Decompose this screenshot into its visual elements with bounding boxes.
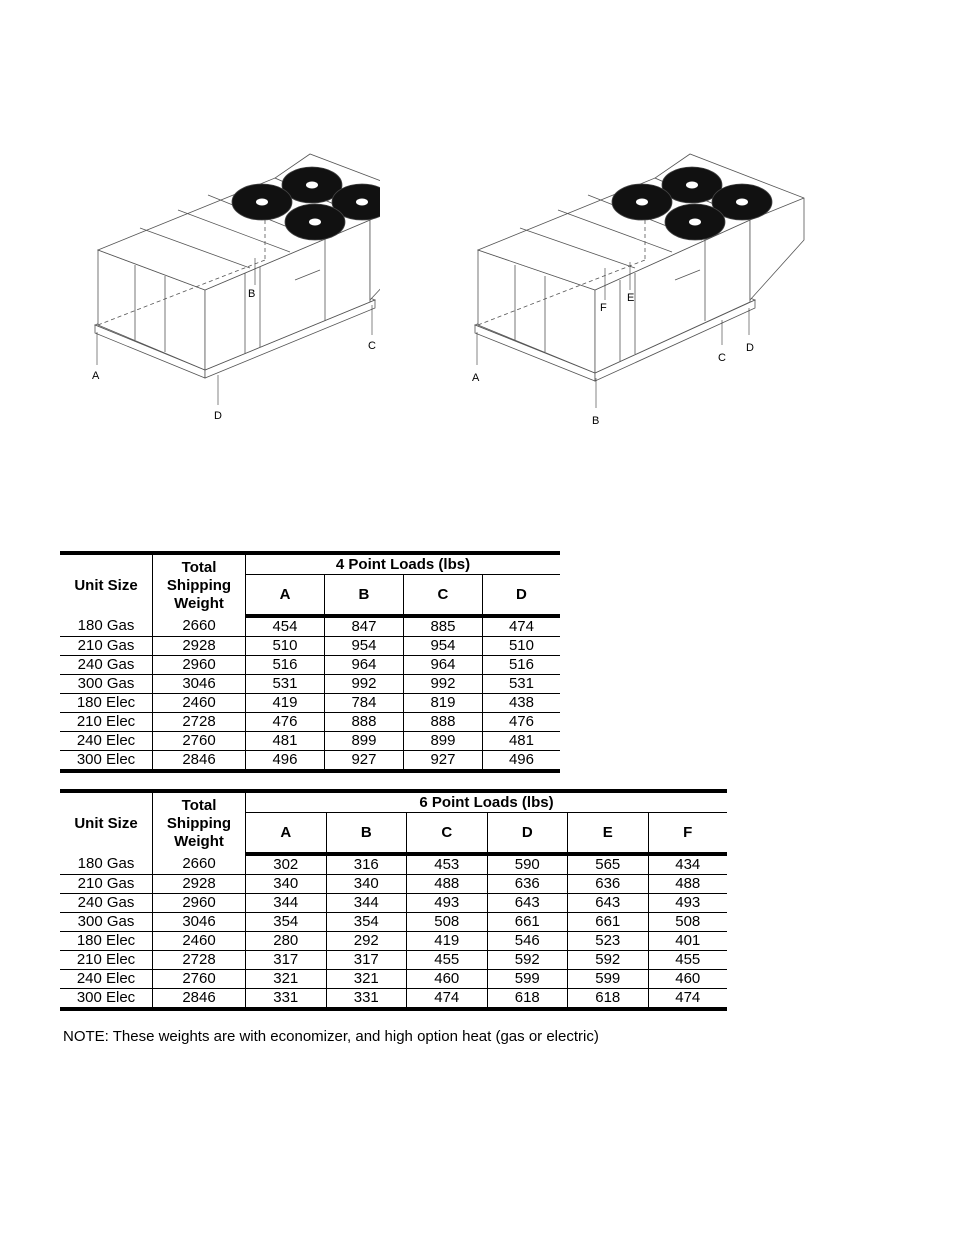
unit-size-cell: 240 Elec bbox=[60, 732, 153, 751]
unit-size-cell: 210 Gas bbox=[60, 875, 153, 894]
shipping-weight-cell: 2960 bbox=[153, 656, 246, 675]
load-cell: 510 bbox=[246, 637, 325, 656]
load-cell: 592 bbox=[568, 951, 649, 970]
load-cell: 340 bbox=[326, 875, 407, 894]
table-row bbox=[60, 854, 727, 875]
load-cell: 546 bbox=[487, 932, 568, 951]
col-header-c: C bbox=[407, 813, 488, 855]
shipping-weight-cell: 2460 bbox=[153, 694, 246, 713]
load-cell: 885 bbox=[403, 616, 482, 637]
load-cell: 438 bbox=[482, 694, 560, 713]
table-row bbox=[60, 932, 727, 951]
shipping-weight-cell: 2660 bbox=[153, 854, 246, 875]
load-cell: 419 bbox=[246, 694, 325, 713]
load-cell: 496 bbox=[246, 751, 325, 772]
table-row bbox=[60, 656, 560, 675]
load-cell: 331 bbox=[246, 989, 327, 1010]
load-cell: 344 bbox=[326, 894, 407, 913]
load-cell: 636 bbox=[568, 875, 649, 894]
table-row bbox=[60, 616, 560, 637]
load-cell: 302 bbox=[246, 854, 327, 875]
load-cell: 661 bbox=[487, 913, 568, 932]
table-row bbox=[60, 713, 560, 732]
unit-size-cell: 210 Elec bbox=[60, 951, 153, 970]
unit-size-cell: 300 Gas bbox=[60, 913, 153, 932]
col-header-d: D bbox=[487, 813, 568, 855]
load-cell: 317 bbox=[326, 951, 407, 970]
shipping-weight-cell: 2728 bbox=[153, 713, 246, 732]
col-header-c: C bbox=[403, 575, 482, 617]
label-c: C bbox=[368, 340, 376, 352]
load-cell: 516 bbox=[482, 656, 560, 675]
table-row bbox=[60, 989, 727, 1010]
load-cell: 819 bbox=[403, 694, 482, 713]
six-point-loads-table bbox=[60, 789, 727, 1011]
label-b: B bbox=[592, 415, 600, 427]
col-header-a: A bbox=[246, 575, 325, 617]
label-d: D bbox=[214, 410, 222, 422]
load-cell: 888 bbox=[403, 713, 482, 732]
load-cell: 496 bbox=[482, 751, 560, 772]
unit-diagram-6-point bbox=[460, 140, 810, 430]
load-cell: 354 bbox=[326, 913, 407, 932]
shipping-weight-cell: 2960 bbox=[153, 894, 246, 913]
unit-size-cell: 300 Elec bbox=[60, 751, 153, 772]
load-cell: 888 bbox=[324, 713, 403, 732]
load-cell: 474 bbox=[648, 989, 727, 1010]
load-cell: 474 bbox=[482, 616, 560, 637]
four-point-loads-table bbox=[60, 551, 560, 773]
load-cell: 661 bbox=[568, 913, 649, 932]
shipping-weight-header: Total Shipping Weight bbox=[153, 553, 246, 616]
load-cell: 599 bbox=[568, 970, 649, 989]
table-body bbox=[60, 854, 727, 1009]
load-cell: 434 bbox=[648, 854, 727, 875]
load-cell: 419 bbox=[407, 932, 488, 951]
load-cell: 280 bbox=[246, 932, 327, 951]
shipping-weight-cell: 2460 bbox=[153, 932, 246, 951]
load-cell: 340 bbox=[246, 875, 327, 894]
col-header-f: F bbox=[648, 813, 727, 855]
load-cell: 954 bbox=[403, 637, 482, 656]
table-row bbox=[60, 970, 727, 989]
shipping-weight-cell: 3046 bbox=[153, 675, 246, 694]
load-cell: 516 bbox=[246, 656, 325, 675]
load-cell: 481 bbox=[482, 732, 560, 751]
load-cell: 481 bbox=[246, 732, 325, 751]
load-cell: 847 bbox=[324, 616, 403, 637]
load-cell: 321 bbox=[326, 970, 407, 989]
rooftop-unit-drawing bbox=[80, 140, 380, 430]
load-cell: 899 bbox=[403, 732, 482, 751]
table-body bbox=[60, 616, 560, 771]
load-cell: 488 bbox=[648, 875, 727, 894]
shipping-weight-cell: 2660 bbox=[153, 616, 246, 637]
table-row bbox=[60, 913, 727, 932]
load-cell: 636 bbox=[487, 875, 568, 894]
unit-size-cell: 180 Gas bbox=[60, 616, 153, 637]
load-cell: 643 bbox=[487, 894, 568, 913]
col-header-b: B bbox=[326, 813, 407, 855]
load-cell: 316 bbox=[326, 854, 407, 875]
unit-size-header: Unit Size bbox=[60, 553, 153, 616]
load-cell: 618 bbox=[568, 989, 649, 1010]
shipping-weight-cell: 2760 bbox=[153, 732, 246, 751]
shipping-weight-cell: 2928 bbox=[153, 875, 246, 894]
table-row bbox=[60, 875, 727, 894]
load-cell: 292 bbox=[326, 932, 407, 951]
load-cell: 493 bbox=[648, 894, 727, 913]
load-cell: 643 bbox=[568, 894, 649, 913]
load-cell: 964 bbox=[403, 656, 482, 675]
unit-diagram-4-point bbox=[80, 140, 380, 430]
load-cell: 354 bbox=[246, 913, 327, 932]
load-cell: 476 bbox=[482, 713, 560, 732]
unit-size-cell: 300 Gas bbox=[60, 675, 153, 694]
load-cell: 508 bbox=[407, 913, 488, 932]
unit-size-cell: 240 Elec bbox=[60, 970, 153, 989]
load-cell: 460 bbox=[648, 970, 727, 989]
load-cell: 510 bbox=[482, 637, 560, 656]
load-cell: 317 bbox=[246, 951, 327, 970]
group-header: 6 Point Loads (lbs) bbox=[246, 791, 728, 813]
shipping-weight-cell: 2728 bbox=[153, 951, 246, 970]
unit-size-cell: 240 Gas bbox=[60, 894, 153, 913]
load-cell: 784 bbox=[324, 694, 403, 713]
label-e: E bbox=[627, 292, 635, 304]
load-cell: 590 bbox=[487, 854, 568, 875]
load-cell: 531 bbox=[482, 675, 560, 694]
shipping-weight-cell: 2846 bbox=[153, 989, 246, 1010]
load-cell: 453 bbox=[407, 854, 488, 875]
load-cell: 508 bbox=[648, 913, 727, 932]
unit-size-cell: 180 Gas bbox=[60, 854, 153, 875]
load-cell: 618 bbox=[487, 989, 568, 1010]
load-cell: 488 bbox=[407, 875, 488, 894]
label-b: B bbox=[248, 288, 256, 300]
col-header-e: E bbox=[568, 813, 649, 855]
unit-size-cell: 180 Elec bbox=[60, 932, 153, 951]
table-row bbox=[60, 694, 560, 713]
table-row bbox=[60, 675, 560, 694]
load-cell: 321 bbox=[246, 970, 327, 989]
rooftop-unit-drawing bbox=[460, 140, 810, 430]
load-cell: 992 bbox=[324, 675, 403, 694]
label-f: F bbox=[600, 302, 607, 314]
load-cell: 476 bbox=[246, 713, 325, 732]
col-header-d: D bbox=[482, 575, 560, 617]
table-row bbox=[60, 732, 560, 751]
shipping-weight-cell: 2928 bbox=[153, 637, 246, 656]
load-cell: 899 bbox=[324, 732, 403, 751]
label-a: A bbox=[472, 372, 480, 384]
load-cell: 474 bbox=[407, 989, 488, 1010]
label-a: A bbox=[92, 370, 100, 382]
unit-size-cell: 210 Elec bbox=[60, 713, 153, 732]
load-cell: 531 bbox=[246, 675, 325, 694]
unit-size-cell: 300 Elec bbox=[60, 989, 153, 1010]
label-d: D bbox=[746, 342, 754, 354]
table-row bbox=[60, 751, 560, 772]
group-header: 4 Point Loads (lbs) bbox=[246, 553, 561, 575]
load-cell: 493 bbox=[407, 894, 488, 913]
load-cell: 523 bbox=[568, 932, 649, 951]
shipping-weight-cell: 3046 bbox=[153, 913, 246, 932]
load-cell: 992 bbox=[403, 675, 482, 694]
load-cell: 964 bbox=[324, 656, 403, 675]
load-cell: 401 bbox=[648, 932, 727, 951]
unit-size-cell: 210 Gas bbox=[60, 637, 153, 656]
shipping-weight-cell: 2760 bbox=[153, 970, 246, 989]
label-c: C bbox=[718, 352, 726, 364]
table-row bbox=[60, 894, 727, 913]
table-row bbox=[60, 637, 560, 656]
shipping-weight-header: Total Shipping Weight bbox=[153, 791, 246, 854]
shipping-weight-cell: 2846 bbox=[153, 751, 246, 772]
weights-note: NOTE: These weights are with economizer, and high option heat (gas or electric) bbox=[63, 1028, 599, 1045]
load-cell: 455 bbox=[407, 951, 488, 970]
load-cell: 927 bbox=[324, 751, 403, 772]
load-cell: 565 bbox=[568, 854, 649, 875]
col-header-a: A bbox=[246, 813, 327, 855]
load-cell: 954 bbox=[324, 637, 403, 656]
load-cell: 344 bbox=[246, 894, 327, 913]
unit-size-cell: 180 Elec bbox=[60, 694, 153, 713]
load-cell: 599 bbox=[487, 970, 568, 989]
load-cell: 331 bbox=[326, 989, 407, 1010]
load-cell: 455 bbox=[648, 951, 727, 970]
col-header-b: B bbox=[324, 575, 403, 617]
load-cell: 460 bbox=[407, 970, 488, 989]
unit-size-header: Unit Size bbox=[60, 791, 153, 854]
load-cell: 454 bbox=[246, 616, 325, 637]
unit-size-cell: 240 Gas bbox=[60, 656, 153, 675]
table-row bbox=[60, 951, 727, 970]
load-cell: 927 bbox=[403, 751, 482, 772]
load-cell: 592 bbox=[487, 951, 568, 970]
